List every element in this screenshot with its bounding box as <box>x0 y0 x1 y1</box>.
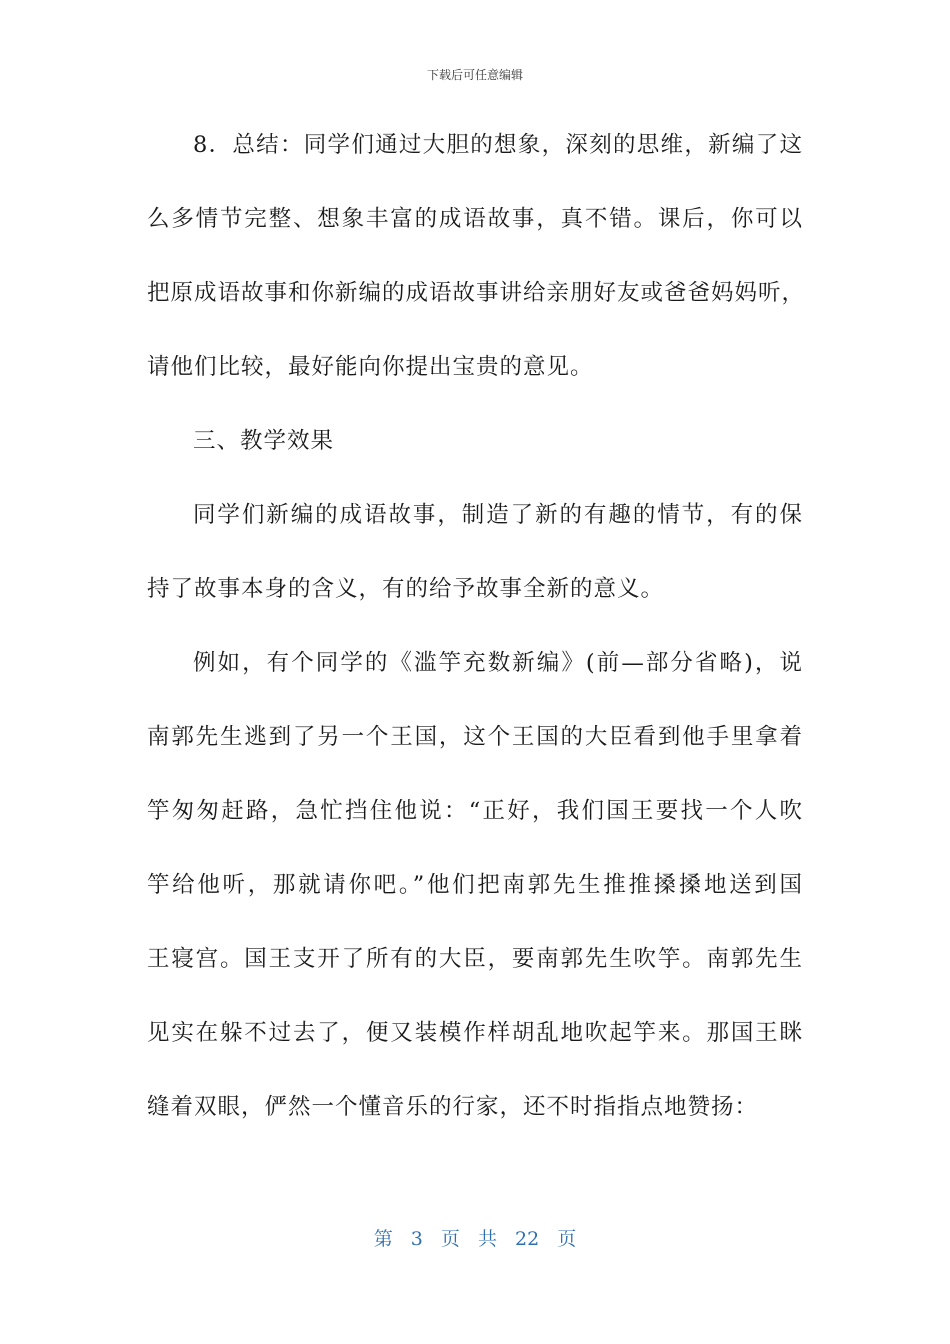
page-header: 下载后可任意编辑 <box>426 68 523 82</box>
paragraph-summary <box>147 108 807 404</box>
text-line: 同学们新编的成语故事，制造了新的有趣的情节，有的保 <box>193 502 803 528</box>
text-line: 见实在躲不过去了，便又装模作样胡乱地吹起竽来。那国王眯 <box>147 1020 803 1046</box>
text-line: 么多情节完整、想象丰富的成语故事，真不错。课后，你可以 <box>147 206 803 232</box>
text-line: 竽匆匆赶路，急忙挡住他说：“正好，我们国王要找一个人吹 <box>147 798 803 824</box>
text-line: 缝着双眼，俨然一个懂音乐的行家，还不时指指点地赞扬： <box>147 1094 759 1120</box>
page-number-footer: 第 3 页 共 22 页 <box>373 1228 577 1250</box>
paragraph-effect <box>147 478 807 626</box>
section-heading <box>147 404 807 478</box>
text-line: 把原成语故事和你新编的成语故事讲给亲朋好友或爸爸妈妈听， <box>147 280 806 306</box>
paragraph-example <box>147 626 807 1144</box>
text-line: 南郭先生逃到了另一个王国，这个王国的大臣看到他手里拿着 <box>147 724 803 750</box>
document-body <box>147 108 807 1144</box>
text-line: 持了故事本身的含义，有的给予故事全新的意义。 <box>147 576 665 602</box>
text-line: 竽给他听，那就请你吧。”他们把南郭先生推推搡搡地送到国 <box>147 872 803 898</box>
text-line: 例如，有个同学的《滥竽充数新编》(前—部分省略)，说 <box>193 650 803 676</box>
text-line: 8．总结：同学们通过大胆的想象，深刻的思维，新编了这 <box>193 132 803 158</box>
text-line: 请他们比较，最好能向你提出宝贵的意见。 <box>147 354 594 380</box>
section-heading-text: 三、教学效果 <box>193 428 335 454</box>
text-line: 王寝宫。国王支开了所有的大臣，要南郭先生吹竽。南郭先生 <box>147 946 803 972</box>
